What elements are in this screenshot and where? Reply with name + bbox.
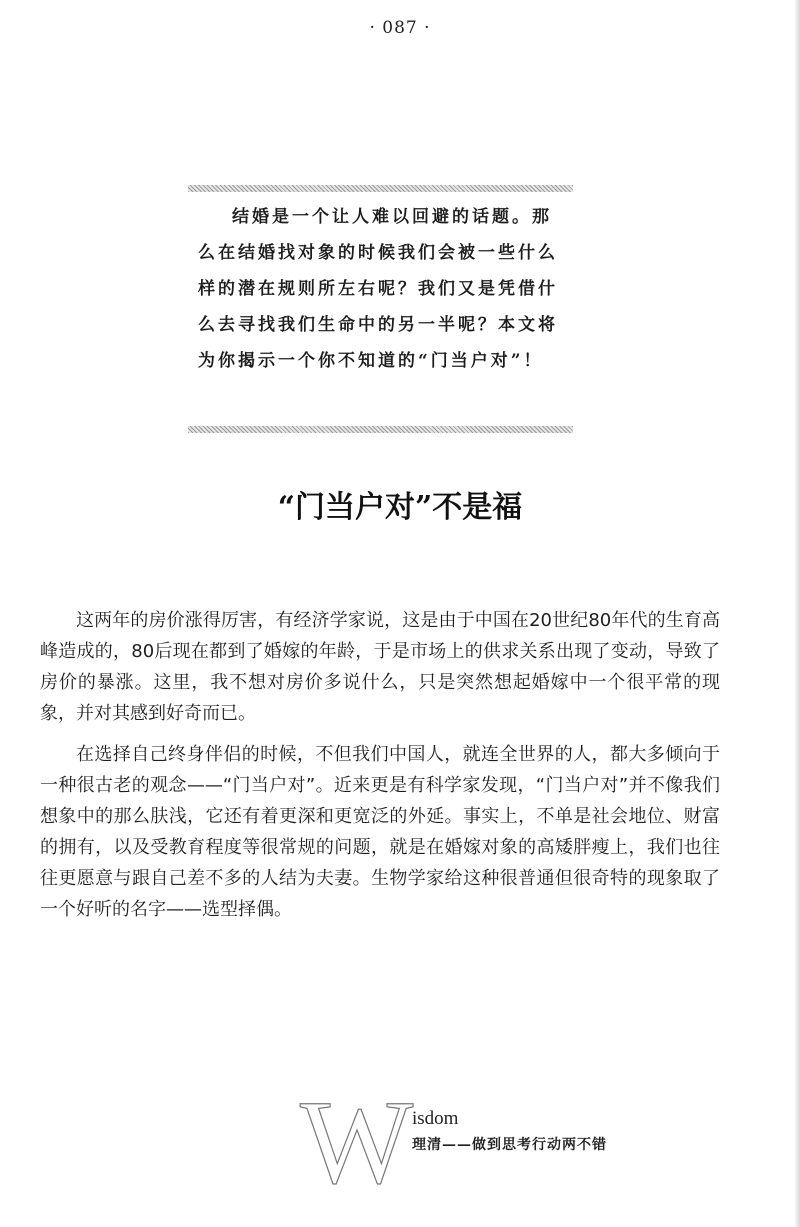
footer-logo xyxy=(300,1075,640,1208)
page-edge-shadow xyxy=(794,0,800,1227)
wisdom-w-logo-icon: W xyxy=(300,1075,414,1208)
paragraph-2: 在选择自己终身伴侣的时候，不但我们中国人，就连全世界的人，都大多倾向于一种很古老的观念——“门当户对”。近来更是有科学家发现，“门当户对”并不像我们想象中的那么肤浅，它还有着更深和更宽泛的外延。事实上，不单是社会地位、财富的拥有，以及受教育程度等很常规的问题，就是在婚嫁对象的高矮胖瘦上，我们也往往更愿意与跟自己差不多的人结为夫妻。生物学家给这种很普通但很奇特的现象取了一个好听的名字——选型择偶。 xyxy=(40,744,720,920)
paragraph-1: 这两年的房价涨得厉害，有经济学家说，这是由于中国在20世纪80年代的生育高峰造成的，80后现在都到了婚嫁的年龄，于是市场上的供求关系出现了变动，导致了房价的暴涨。这里，我不想对房价多说什么，只是突然想起婚嫁中一个很平常的现象，并对其感到好奇而已。 xyxy=(40,610,720,724)
intro-box xyxy=(188,185,573,433)
article-title: “门当户对”不是福 xyxy=(277,490,523,525)
article-body xyxy=(40,605,720,935)
intro-top-border xyxy=(188,185,573,192)
page-number: · 087 · xyxy=(369,18,431,38)
intro-text: 结婚是一个让人难以回避的话题。那么在结婚找对象的时候我们会被一些什么样的潜在规则所左右呢？我们又是凭借什么去寻找我们生命中的另一半呢？本文将为你揭示一个你不知道的“门当户对”！ xyxy=(198,207,558,371)
footer-wisdom-word: isdom xyxy=(412,1108,459,1129)
intro-bottom-border xyxy=(188,426,573,433)
footer-tagline: 理清——做到思考行动两不错 xyxy=(412,1137,607,1153)
